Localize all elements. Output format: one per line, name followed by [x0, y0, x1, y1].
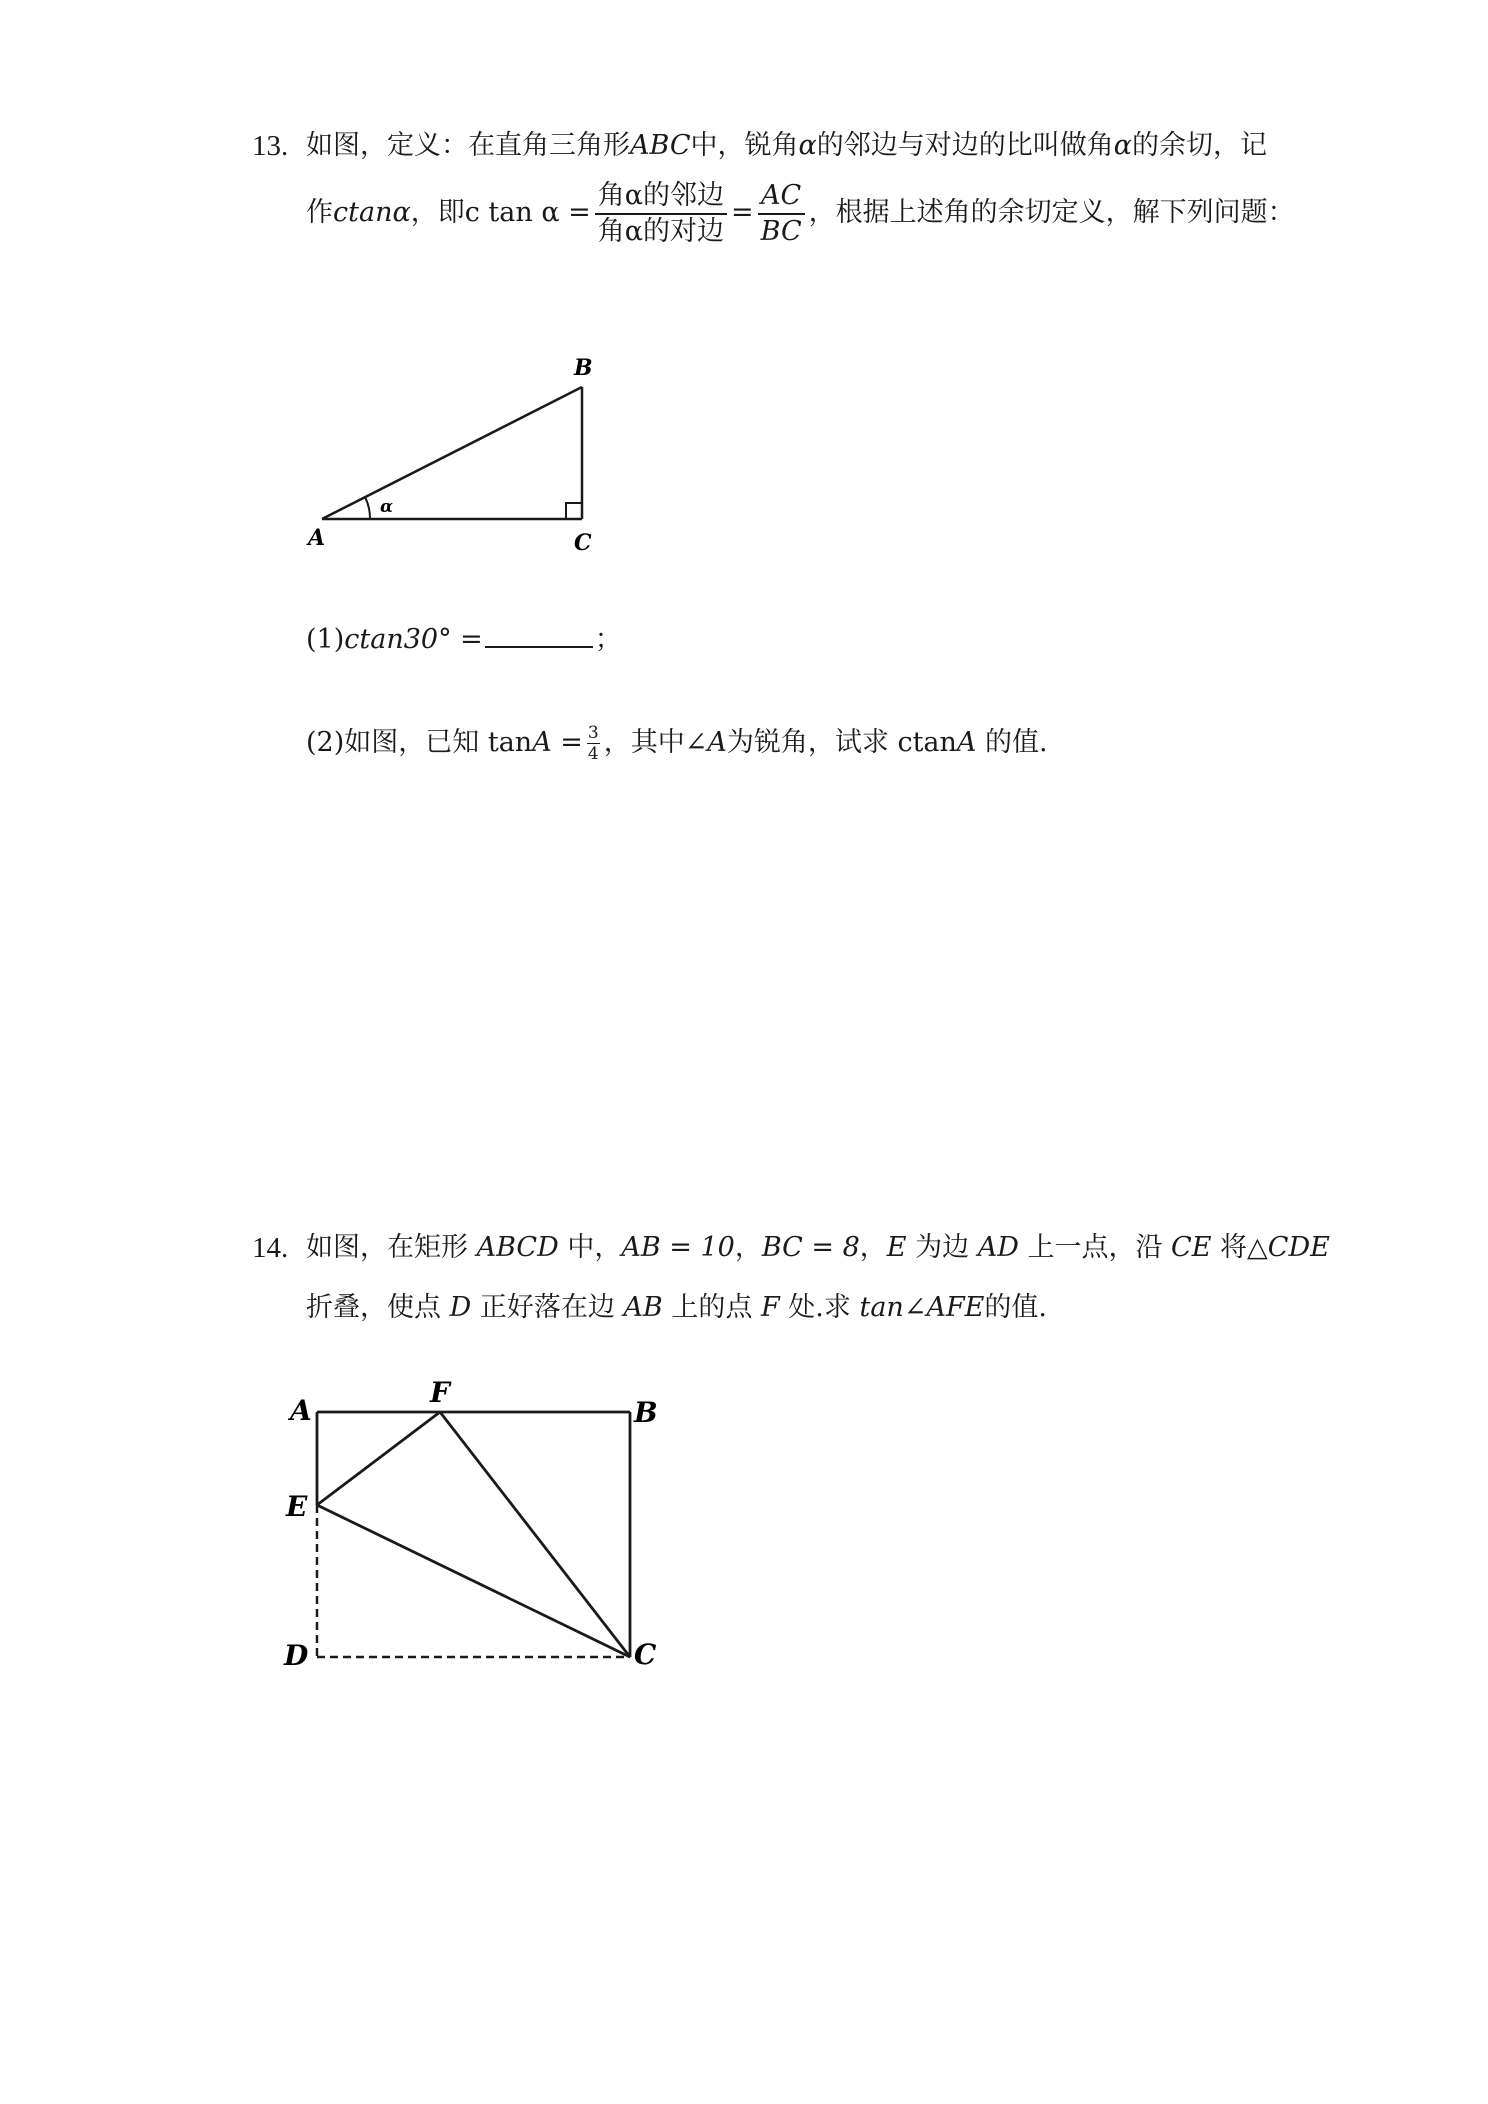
math-bc-eq: BC = 8 [761, 1232, 860, 1263]
label-b: B [634, 1396, 658, 1429]
question-13-line-2 [306, 178, 1295, 249]
math-tan: tan [487, 727, 533, 758]
fraction-numerator: 角α的邻边 [595, 179, 727, 215]
text: 的邻边与对边的比叫做角 [816, 130, 1114, 161]
label-d: D [284, 1639, 309, 1670]
fraction-denominator: 4 [587, 744, 599, 764]
math-ctan-alpha: ctanα [333, 197, 411, 228]
side-ab [322, 387, 582, 519]
text: 的值. [985, 727, 1048, 758]
label-c: C [574, 530, 592, 556]
math-ad: AD [977, 1232, 1019, 1263]
fraction-numerator: 3 [587, 723, 599, 743]
text: ； [594, 624, 622, 655]
fraction-denominator: BC [760, 215, 802, 247]
text: ，即 [410, 197, 465, 228]
segment-ef [317, 1412, 440, 1505]
question-14-line-1 [306, 1230, 1330, 1266]
question-14-number: 14. [252, 1232, 289, 1264]
question-13-number: 13. [252, 130, 289, 162]
text: 为边 [915, 1232, 970, 1263]
text: 上一点，沿 [1027, 1232, 1163, 1263]
question-13-line-1 [306, 128, 1267, 164]
text: 折叠，使点 [306, 1292, 441, 1323]
segment-ec [317, 1505, 630, 1657]
math-a: A [707, 727, 727, 758]
question-14-line-2 [306, 1290, 1047, 1326]
text: 上的点 [671, 1292, 753, 1323]
fraction-three-quarters [587, 723, 600, 764]
math-d: D [449, 1292, 472, 1323]
math-e: E [886, 1232, 907, 1263]
angle-alpha-arc [365, 497, 370, 519]
question-13-part-1 [306, 622, 622, 658]
fraction-adjacent-opposite [595, 179, 727, 249]
text: 如图，定义：在直角三角形 [306, 130, 630, 161]
text: 为锐角，试求 [726, 727, 889, 758]
text: 如图，在矩形 [306, 1232, 468, 1263]
text: ，根据上述角的余切定义，解下列问题： [808, 197, 1295, 228]
segment-fc [440, 1412, 630, 1657]
text: ， [734, 1232, 762, 1263]
fraction-ac-bc [758, 179, 805, 249]
rectangle-fold-figure [280, 1370, 680, 1670]
label-c: C [634, 1638, 657, 1670]
label-alpha: α [380, 497, 394, 517]
math-alpha: α [1113, 130, 1132, 161]
text: 中， [567, 1232, 622, 1263]
math-ctan30: ctan30° = [344, 624, 483, 655]
math-tan-afe: tan∠AFE [859, 1292, 985, 1323]
math-a: A [956, 727, 977, 758]
math-cde: CDE [1267, 1232, 1330, 1263]
math-f: F [760, 1292, 780, 1323]
text: 的余切，记 [1131, 130, 1267, 161]
text: 正好落在边 [479, 1292, 615, 1323]
label-e: E [286, 1490, 308, 1523]
math-equals: = [560, 727, 583, 758]
math-ctan: ctan [897, 727, 957, 758]
label-f: F [430, 1376, 450, 1409]
text: 中，锐角 [690, 130, 799, 161]
text: (2)如图，已知 [306, 727, 480, 758]
math-abc: ABC [630, 130, 691, 161]
math-ce: CE [1171, 1232, 1212, 1263]
answer-blank [485, 624, 593, 648]
math-alpha: α [798, 130, 817, 161]
math-ab: AB [623, 1292, 663, 1323]
triangle-abc-figure [300, 345, 620, 570]
math-ctan-expr: c tan α = [464, 197, 591, 228]
text: 将△ [1220, 1232, 1268, 1263]
right-angle-mark [566, 503, 582, 519]
label-a: A [290, 1394, 312, 1427]
label-a: A [308, 525, 326, 551]
question-13-part-2 [306, 718, 1048, 768]
math-abcd: ABCD [476, 1232, 559, 1263]
fraction-numerator: AC [758, 179, 805, 215]
text: ， [859, 1232, 887, 1263]
fraction-denominator: 角α的对边 [597, 215, 724, 247]
math-equals: = [731, 197, 754, 228]
math-ab-eq: AB = 10 [621, 1232, 735, 1263]
label-b: B [574, 355, 593, 381]
part-label: (1) [306, 624, 345, 655]
text: 处.求 [788, 1292, 851, 1323]
text: 的值. [984, 1292, 1047, 1323]
text: ，其中∠ [603, 727, 708, 758]
text: 作 [306, 197, 333, 228]
math-a: A [532, 727, 552, 758]
